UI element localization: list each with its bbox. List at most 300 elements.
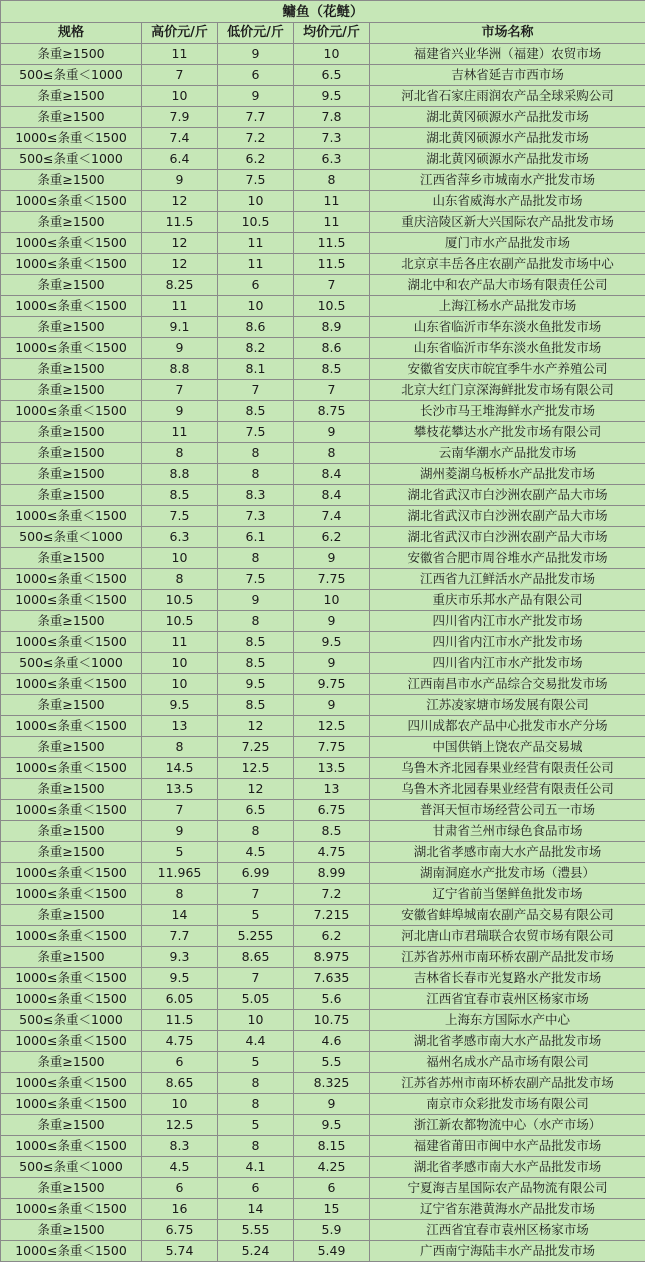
cell-market: 辽宁省东港黄海水产品批发市场 <box>370 1199 645 1220</box>
table-row <box>1 338 645 359</box>
header-avg-price: 均价元/斤 <box>294 23 370 44</box>
table-row <box>1 590 645 611</box>
header-low-price: 低价元/斤 <box>218 23 294 44</box>
cell-spec: 条重≥1500 <box>1 422 142 443</box>
table-row <box>1 611 645 632</box>
cell-spec: 条重≥1500 <box>1 842 142 863</box>
cell-high-price: 5 <box>142 842 218 863</box>
cell-spec: 条重≥1500 <box>1 905 142 926</box>
cell-spec: 1000≤条重＜1500 <box>1 716 142 737</box>
cell-low-price: 9.5 <box>218 674 294 695</box>
cell-high-price: 11 <box>142 296 218 317</box>
cell-high-price: 8.25 <box>142 275 218 296</box>
cell-low-price: 8.5 <box>218 695 294 716</box>
cell-avg-price: 7.215 <box>294 905 370 926</box>
cell-spec: 条重≥1500 <box>1 1115 142 1136</box>
table-row <box>1 443 645 464</box>
cell-avg-price: 4.25 <box>294 1157 370 1178</box>
cell-market: 安徽省合肥市周谷堆水产品批发市场 <box>370 548 645 569</box>
cell-spec: 条重≥1500 <box>1 275 142 296</box>
cell-high-price: 10 <box>142 548 218 569</box>
cell-spec: 500≤条重＜1000 <box>1 149 142 170</box>
cell-avg-price: 9.5 <box>294 86 370 107</box>
cell-market: 江苏凌家塘市场发展有限公司 <box>370 695 645 716</box>
cell-low-price: 10 <box>218 296 294 317</box>
table-row <box>1 989 645 1010</box>
cell-market: 河北唐山市君瑞联合农贸市场有限公司 <box>370 926 645 947</box>
cell-avg-price: 7.8 <box>294 107 370 128</box>
table-row <box>1 716 645 737</box>
cell-avg-price: 4.6 <box>294 1031 370 1052</box>
cell-avg-price: 6.2 <box>294 926 370 947</box>
cell-avg-price: 7.635 <box>294 968 370 989</box>
table-row <box>1 1178 645 1199</box>
table-row <box>1 1010 645 1031</box>
cell-avg-price: 8.325 <box>294 1073 370 1094</box>
table-row <box>1 695 645 716</box>
cell-market: 福建省莆田市闽中水产品批发市场 <box>370 1136 645 1157</box>
cell-market: 福建省兴业华洲（福建）农贸市场 <box>370 44 645 65</box>
cell-avg-price: 10.75 <box>294 1010 370 1031</box>
cell-avg-price: 6.75 <box>294 800 370 821</box>
cell-avg-price: 10 <box>294 590 370 611</box>
cell-spec: 1000≤条重＜1500 <box>1 1094 142 1115</box>
cell-market: 福州名成水产品市场有限公司 <box>370 1052 645 1073</box>
cell-high-price: 11.5 <box>142 1010 218 1031</box>
table-row <box>1 1094 645 1115</box>
cell-low-price: 6.1 <box>218 527 294 548</box>
cell-low-price: 8 <box>218 1094 294 1115</box>
cell-spec: 1000≤条重＜1500 <box>1 1199 142 1220</box>
cell-low-price: 11 <box>218 233 294 254</box>
table-row <box>1 65 645 86</box>
cell-market: 南京市众彩批发市场有限公司 <box>370 1094 645 1115</box>
cell-spec: 条重≥1500 <box>1 170 142 191</box>
cell-market: 广西南宁海陆丰水产品批发市场 <box>370 1241 645 1262</box>
cell-low-price: 5 <box>218 905 294 926</box>
cell-avg-price: 7.75 <box>294 737 370 758</box>
cell-avg-price: 10 <box>294 44 370 65</box>
cell-low-price: 8.2 <box>218 338 294 359</box>
table-row <box>1 1157 645 1178</box>
cell-high-price: 10 <box>142 653 218 674</box>
cell-market: 江西省九江鲜活水产品批发市场 <box>370 569 645 590</box>
cell-avg-price: 6 <box>294 1178 370 1199</box>
cell-avg-price: 8.975 <box>294 947 370 968</box>
table-row <box>1 422 645 443</box>
cell-high-price: 7.4 <box>142 128 218 149</box>
cell-avg-price: 7.3 <box>294 128 370 149</box>
table-row <box>1 128 645 149</box>
cell-spec: 条重≥1500 <box>1 44 142 65</box>
table-row <box>1 653 645 674</box>
cell-market: 攀枝花攀达水产批发市场有限公司 <box>370 422 645 443</box>
cell-spec: 条重≥1500 <box>1 86 142 107</box>
cell-low-price: 5 <box>218 1052 294 1073</box>
cell-avg-price: 8 <box>294 443 370 464</box>
cell-low-price: 8.5 <box>218 653 294 674</box>
cell-spec: 1000≤条重＜1500 <box>1 989 142 1010</box>
table-row <box>1 233 645 254</box>
cell-high-price: 10.5 <box>142 611 218 632</box>
cell-spec: 条重≥1500 <box>1 1220 142 1241</box>
cell-avg-price: 9 <box>294 611 370 632</box>
cell-avg-price: 9 <box>294 422 370 443</box>
cell-spec: 1000≤条重＜1500 <box>1 401 142 422</box>
cell-high-price: 12.5 <box>142 1115 218 1136</box>
table-row <box>1 1052 645 1073</box>
cell-low-price: 8.65 <box>218 947 294 968</box>
cell-spec: 1000≤条重＜1500 <box>1 338 142 359</box>
cell-low-price: 10 <box>218 1010 294 1031</box>
cell-avg-price: 11.5 <box>294 233 370 254</box>
cell-spec: 条重≥1500 <box>1 380 142 401</box>
cell-market: 云南华潮水产品批发市场 <box>370 443 645 464</box>
cell-market: 重庆涪陵区新大兴国际农产品批发市场 <box>370 212 645 233</box>
cell-spec: 条重≥1500 <box>1 737 142 758</box>
table-row <box>1 86 645 107</box>
cell-high-price: 12 <box>142 254 218 275</box>
cell-avg-price: 9.75 <box>294 674 370 695</box>
cell-avg-price: 7.4 <box>294 506 370 527</box>
cell-low-price: 8.3 <box>218 485 294 506</box>
cell-low-price: 5.255 <box>218 926 294 947</box>
cell-low-price: 7.7 <box>218 107 294 128</box>
cell-avg-price: 9.5 <box>294 1115 370 1136</box>
table-row <box>1 884 645 905</box>
header-high-price: 高价元/斤 <box>142 23 218 44</box>
cell-spec: 1000≤条重＜1500 <box>1 1136 142 1157</box>
cell-market: 湖北黄冈硕源水产品批发市场 <box>370 107 645 128</box>
cell-spec: 1000≤条重＜1500 <box>1 191 142 212</box>
cell-high-price: 8.8 <box>142 464 218 485</box>
cell-high-price: 11 <box>142 632 218 653</box>
cell-market: 山东省威海水产品批发市场 <box>370 191 645 212</box>
table-row <box>1 800 645 821</box>
cell-spec: 条重≥1500 <box>1 1052 142 1073</box>
cell-market: 山东省临沂市华东淡水鱼批发市场 <box>370 338 645 359</box>
cell-avg-price: 13 <box>294 779 370 800</box>
cell-high-price: 9.5 <box>142 968 218 989</box>
table-row <box>1 632 645 653</box>
cell-high-price: 8 <box>142 569 218 590</box>
table-row <box>1 947 645 968</box>
cell-market: 江苏省苏州市南环桥农副产品批发市场 <box>370 947 645 968</box>
cell-high-price: 9.5 <box>142 695 218 716</box>
cell-low-price: 12.5 <box>218 758 294 779</box>
cell-high-price: 10 <box>142 674 218 695</box>
cell-market: 湖北省孝感市南大水产品批发市场 <box>370 1157 645 1178</box>
cell-spec: 条重≥1500 <box>1 485 142 506</box>
cell-low-price: 12 <box>218 716 294 737</box>
cell-market: 四川成都农产品中心批发市水产分场 <box>370 716 645 737</box>
cell-high-price: 4.75 <box>142 1031 218 1052</box>
cell-high-price: 12 <box>142 233 218 254</box>
cell-spec: 1000≤条重＜1500 <box>1 1031 142 1052</box>
cell-avg-price: 12.5 <box>294 716 370 737</box>
cell-high-price: 8 <box>142 884 218 905</box>
cell-high-price: 6.4 <box>142 149 218 170</box>
cell-high-price: 10.5 <box>142 590 218 611</box>
cell-spec: 1000≤条重＜1500 <box>1 569 142 590</box>
cell-low-price: 8 <box>218 821 294 842</box>
cell-high-price: 11.5 <box>142 212 218 233</box>
cell-low-price: 9 <box>218 590 294 611</box>
cell-high-price: 7 <box>142 800 218 821</box>
table-row <box>1 821 645 842</box>
cell-spec: 1000≤条重＜1500 <box>1 800 142 821</box>
cell-market: 江苏省苏州市南环桥农副产品批发市场 <box>370 1073 645 1094</box>
cell-low-price: 6 <box>218 65 294 86</box>
cell-market: 江西南昌市水产品综合交易批发市场 <box>370 674 645 695</box>
cell-market: 甘肃省兰州市绿色食品市场 <box>370 821 645 842</box>
cell-market: 湖北省武汉市白沙洲农副产品大市场 <box>370 527 645 548</box>
cell-low-price: 7 <box>218 884 294 905</box>
cell-market: 宁夏海吉星国际农产品物流有限公司 <box>370 1178 645 1199</box>
cell-avg-price: 5.6 <box>294 989 370 1010</box>
table-row <box>1 107 645 128</box>
cell-high-price: 14 <box>142 905 218 926</box>
cell-high-price: 8.3 <box>142 1136 218 1157</box>
cell-spec: 1000≤条重＜1500 <box>1 233 142 254</box>
cell-low-price: 7 <box>218 968 294 989</box>
cell-spec: 500≤条重＜1000 <box>1 1010 142 1031</box>
table-row <box>1 254 645 275</box>
table-row <box>1 527 645 548</box>
cell-avg-price: 7 <box>294 275 370 296</box>
cell-low-price: 6 <box>218 1178 294 1199</box>
cell-spec: 1000≤条重＜1500 <box>1 758 142 779</box>
cell-avg-price: 8.9 <box>294 317 370 338</box>
cell-high-price: 13.5 <box>142 779 218 800</box>
cell-low-price: 5 <box>218 1115 294 1136</box>
cell-spec: 1000≤条重＜1500 <box>1 254 142 275</box>
cell-avg-price: 11.5 <box>294 254 370 275</box>
cell-market: 四川省内江市水产批发市场 <box>370 653 645 674</box>
table-row <box>1 380 645 401</box>
cell-high-price: 7.9 <box>142 107 218 128</box>
cell-spec: 1000≤条重＜1500 <box>1 926 142 947</box>
cell-high-price: 10 <box>142 86 218 107</box>
cell-spec: 1000≤条重＜1500 <box>1 884 142 905</box>
cell-spec: 条重≥1500 <box>1 779 142 800</box>
cell-high-price: 12 <box>142 191 218 212</box>
cell-low-price: 8.5 <box>218 632 294 653</box>
cell-avg-price: 6.3 <box>294 149 370 170</box>
cell-low-price: 8 <box>218 464 294 485</box>
cell-spec: 条重≥1500 <box>1 359 142 380</box>
title-row <box>1 1 645 23</box>
cell-high-price: 9 <box>142 338 218 359</box>
cell-avg-price: 8.15 <box>294 1136 370 1157</box>
cell-high-price: 11 <box>142 422 218 443</box>
cell-spec: 条重≥1500 <box>1 317 142 338</box>
table-row <box>1 485 645 506</box>
table-row <box>1 1136 645 1157</box>
cell-market: 普洱天恒市场经营公司五一市场 <box>370 800 645 821</box>
cell-avg-price: 15 <box>294 1199 370 1220</box>
cell-spec: 条重≥1500 <box>1 821 142 842</box>
cell-high-price: 7.5 <box>142 506 218 527</box>
cell-avg-price: 11 <box>294 212 370 233</box>
cell-low-price: 8 <box>218 443 294 464</box>
cell-high-price: 6.3 <box>142 527 218 548</box>
table-row <box>1 779 645 800</box>
cell-avg-price: 5.5 <box>294 1052 370 1073</box>
cell-low-price: 4.5 <box>218 842 294 863</box>
cell-market: 上海东方国际水产中心 <box>370 1010 645 1031</box>
cell-avg-price: 8 <box>294 170 370 191</box>
cell-market: 辽宁省前当堡鲜鱼批发市场 <box>370 884 645 905</box>
table-row <box>1 1220 645 1241</box>
cell-high-price: 5.74 <box>142 1241 218 1262</box>
cell-market: 河北省石家庄雨润农产品全球采购公司 <box>370 86 645 107</box>
cell-low-price: 7.2 <box>218 128 294 149</box>
cell-market: 吉林省延吉市西市场 <box>370 65 645 86</box>
cell-avg-price: 9.5 <box>294 632 370 653</box>
cell-market: 乌鲁木齐北园春果业经营有限责任公司 <box>370 779 645 800</box>
cell-avg-price: 5.9 <box>294 1220 370 1241</box>
table-row <box>1 1073 645 1094</box>
table-row <box>1 737 645 758</box>
cell-low-price: 7.5 <box>218 422 294 443</box>
cell-avg-price: 9 <box>294 695 370 716</box>
cell-low-price: 6.99 <box>218 863 294 884</box>
cell-low-price: 4.1 <box>218 1157 294 1178</box>
cell-avg-price: 11 <box>294 191 370 212</box>
table-row <box>1 170 645 191</box>
table-row <box>1 317 645 338</box>
cell-spec: 条重≥1500 <box>1 947 142 968</box>
cell-spec: 1000≤条重＜1500 <box>1 296 142 317</box>
cell-avg-price: 8.5 <box>294 821 370 842</box>
cell-high-price: 7 <box>142 65 218 86</box>
cell-low-price: 7.25 <box>218 737 294 758</box>
table-row <box>1 548 645 569</box>
table-row <box>1 968 645 989</box>
cell-avg-price: 8.6 <box>294 338 370 359</box>
cell-low-price: 5.55 <box>218 1220 294 1241</box>
cell-market: 湖州菱湖乌板桥水产品批发市场 <box>370 464 645 485</box>
cell-market: 上海江杨水产品批发市场 <box>370 296 645 317</box>
cell-avg-price: 9 <box>294 1094 370 1115</box>
cell-high-price: 11 <box>142 44 218 65</box>
cell-high-price: 7 <box>142 380 218 401</box>
cell-market: 湖北中和农产品大市场有限责任公司 <box>370 275 645 296</box>
cell-low-price: 8 <box>218 611 294 632</box>
cell-avg-price: 8.4 <box>294 464 370 485</box>
cell-spec: 500≤条重＜1000 <box>1 653 142 674</box>
cell-market: 湖北省孝感市南大水产品批发市场 <box>370 842 645 863</box>
cell-high-price: 14.5 <box>142 758 218 779</box>
header-market: 市场名称 <box>370 23 645 44</box>
cell-low-price: 6 <box>218 275 294 296</box>
cell-high-price: 6.05 <box>142 989 218 1010</box>
cell-spec: 1000≤条重＜1500 <box>1 506 142 527</box>
cell-spec: 1000≤条重＜1500 <box>1 968 142 989</box>
cell-low-price: 7.3 <box>218 506 294 527</box>
cell-avg-price: 8.5 <box>294 359 370 380</box>
cell-market: 山东省临沂市华东淡水鱼批发市场 <box>370 317 645 338</box>
cell-market: 江西省宜春市袁州区杨家市场 <box>370 989 645 1010</box>
cell-market: 重庆市乐邦水产品有限公司 <box>370 590 645 611</box>
cell-low-price: 5.05 <box>218 989 294 1010</box>
cell-low-price: 8.6 <box>218 317 294 338</box>
cell-spec: 1000≤条重＜1500 <box>1 863 142 884</box>
cell-market: 湖北黄冈硕源水产品批发市场 <box>370 128 645 149</box>
cell-market: 中国供销上饶农产品交易城 <box>370 737 645 758</box>
cell-market: 北京大红门京深海鲜批发市场有限公司 <box>370 380 645 401</box>
cell-market: 厦门市水产品批发市场 <box>370 233 645 254</box>
cell-market: 四川省内江市水产批发市场 <box>370 632 645 653</box>
cell-low-price: 8 <box>218 1073 294 1094</box>
cell-market: 湖南洞庭水产批发市场（澧县） <box>370 863 645 884</box>
table-row <box>1 296 645 317</box>
cell-high-price: 6 <box>142 1052 218 1073</box>
cell-market: 吉林省长春市光复路水产批发市场 <box>370 968 645 989</box>
cell-spec: 1000≤条重＜1500 <box>1 128 142 149</box>
cell-low-price: 4.4 <box>218 1031 294 1052</box>
cell-high-price: 8 <box>142 737 218 758</box>
cell-spec: 条重≥1500 <box>1 548 142 569</box>
cell-market: 湖北黄冈硕源水产品批发市场 <box>370 149 645 170</box>
table-row <box>1 1241 645 1262</box>
cell-avg-price: 7.2 <box>294 884 370 905</box>
cell-low-price: 5.24 <box>218 1241 294 1262</box>
cell-market: 长沙市马王堆海鲜水产批发市场 <box>370 401 645 422</box>
cell-market: 江西省萍乡市城南水产批发市场 <box>370 170 645 191</box>
cell-low-price: 8.1 <box>218 359 294 380</box>
cell-low-price: 10 <box>218 191 294 212</box>
cell-market: 湖北省武汉市白沙洲农副产品大市场 <box>370 485 645 506</box>
cell-spec: 1000≤条重＜1500 <box>1 632 142 653</box>
cell-spec: 1000≤条重＜1500 <box>1 1241 142 1262</box>
table-row <box>1 359 645 380</box>
table-row <box>1 44 645 65</box>
cell-low-price: 14 <box>218 1199 294 1220</box>
table-row <box>1 149 645 170</box>
cell-spec: 条重≥1500 <box>1 695 142 716</box>
table-row <box>1 401 645 422</box>
cell-high-price: 8.65 <box>142 1073 218 1094</box>
table-row <box>1 905 645 926</box>
cell-high-price: 9.3 <box>142 947 218 968</box>
cell-low-price: 10.5 <box>218 212 294 233</box>
cell-avg-price: 4.75 <box>294 842 370 863</box>
cell-low-price: 7 <box>218 380 294 401</box>
cell-avg-price: 8.99 <box>294 863 370 884</box>
cell-low-price: 8 <box>218 548 294 569</box>
cell-avg-price: 6.5 <box>294 65 370 86</box>
cell-high-price: 9 <box>142 170 218 191</box>
cell-spec: 1000≤条重＜1500 <box>1 590 142 611</box>
cell-avg-price: 9 <box>294 548 370 569</box>
cell-market: 北京京丰岳各庄农副产品批发市场中心 <box>370 254 645 275</box>
cell-low-price: 6.2 <box>218 149 294 170</box>
cell-spec: 1000≤条重＜1500 <box>1 674 142 695</box>
cell-avg-price: 5.49 <box>294 1241 370 1262</box>
table-row <box>1 863 645 884</box>
cell-spec: 1000≤条重＜1500 <box>1 1073 142 1094</box>
cell-high-price: 9 <box>142 401 218 422</box>
cell-low-price: 12 <box>218 779 294 800</box>
table-row <box>1 275 645 296</box>
table-row <box>1 464 645 485</box>
cell-avg-price: 6.2 <box>294 527 370 548</box>
cell-high-price: 9.1 <box>142 317 218 338</box>
cell-high-price: 8.8 <box>142 359 218 380</box>
header-spec: 规格 <box>1 23 142 44</box>
